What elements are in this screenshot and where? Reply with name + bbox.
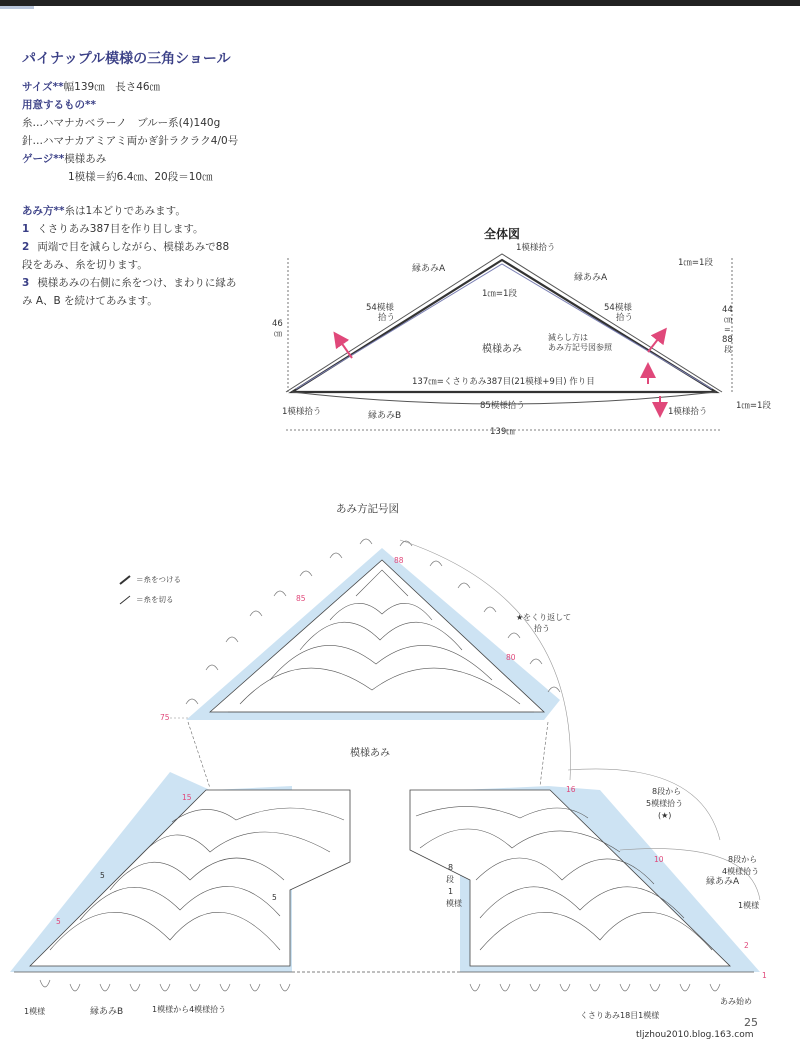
bottom-right-pattern-area: [410, 790, 730, 966]
pick-left-1: 54模様: [366, 303, 394, 313]
height-right-rows: 88: [722, 335, 733, 345]
shawl-triangle: [292, 260, 716, 392]
v-label-moyou: 模様: [446, 899, 462, 908]
chart-pattern-label: 模様あみ: [350, 748, 390, 759]
edge-b-label: 縁あみB: [368, 411, 402, 421]
width-label: 139㎝: [490, 427, 515, 437]
materials-label: 用意するもの**: [22, 99, 96, 111]
method-label: あみ方**: [22, 205, 65, 217]
step-2-cont: 段をあみ、糸を切ります。: [22, 259, 148, 271]
gap-right-guide: [540, 722, 548, 786]
height-left-unit: ㎝: [274, 329, 282, 338]
one-row-right-bottom: 1㎝=1段: [736, 401, 771, 411]
row-five-mark: 5: [272, 893, 277, 902]
v-label-dan: 段: [446, 875, 454, 884]
size-value: 幅139㎝ 長さ46㎝: [63, 81, 161, 93]
decrease-note-1: 減らし方は: [548, 333, 588, 342]
legend-attach: ＝糸をつける: [136, 575, 181, 584]
chart-edge-b: 縁あみB: [90, 1007, 124, 1017]
legend-cut: ＝糸を切る: [136, 595, 174, 604]
note-8rows-b1: 8段から: [728, 855, 758, 864]
step-3-cont: み A、B を続けてあみます。: [22, 295, 158, 307]
top-pickup-label: 1模様拾う: [516, 243, 556, 253]
height-right: 44: [722, 305, 733, 315]
shawl-inner-line: [296, 264, 712, 389]
pick-left-2: 拾う: [378, 313, 396, 323]
note-8rows-2: 5模様拾う: [646, 799, 684, 808]
pick-right-2: 拾う: [616, 313, 634, 323]
decrease-note-2: あみ方記号図参照: [548, 343, 612, 352]
gauge-label: ゲージ**: [22, 153, 65, 165]
top-pattern-area: [210, 560, 544, 712]
row-80: 80: [506, 653, 516, 662]
chart-edge-a: 縁あみA: [706, 877, 740, 887]
yarn-line: 糸…ハマナカベラーノ ブルー系(4)140g: [22, 117, 221, 129]
one-row-right-top: 1㎝=1段: [678, 258, 713, 268]
row-85: 85: [296, 594, 306, 603]
step-1: 1 くさりあみ387目を作り目します。: [22, 223, 204, 235]
row-16: 16: [566, 785, 576, 794]
height-left: 46: [272, 319, 283, 329]
chart-title: あみ方記号図: [336, 503, 399, 515]
bottom-left-pattern-area: [30, 790, 350, 966]
note-repeat-2: 拾う: [534, 624, 550, 633]
height-right-eq: =: [724, 325, 731, 334]
pick-1-to-4: 1模様から4模様拾う: [152, 1005, 227, 1014]
row-5-right: 5: [100, 871, 105, 880]
edge-a-left: 縁あみA: [412, 264, 446, 274]
row-75: 75: [160, 713, 170, 722]
start-label: あみ始め: [720, 997, 752, 1006]
pattern-label: 模様あみ: [482, 344, 522, 355]
row-2: 2: [744, 941, 749, 950]
one-pattern-right: 1模様: [738, 901, 760, 910]
one-pattern-left: 1模様: [24, 1007, 46, 1016]
edging-b-picots: [40, 980, 720, 991]
one-row-top: 1㎝=1段: [482, 289, 517, 299]
arrow-left-edge: [338, 338, 352, 358]
needle-line: 針…ハマナカアミアミ両かぎ針ラクラク4/0号: [22, 135, 239, 147]
gauge-value: 模様あみ: [64, 153, 107, 165]
symbol-chart: [0, 460, 800, 1020]
gauge-detail: 1模様＝約6.4㎝、20段＝10㎝: [68, 171, 213, 183]
gap-left-guide: [188, 722, 210, 788]
arrow-right-edge: [648, 334, 662, 352]
row-5-left: 5: [56, 917, 61, 926]
v-label-1: 1: [448, 887, 454, 896]
row-10: 10: [654, 855, 664, 864]
chain-label: 137㎝=くさりあみ387目(21模様+9目) 作り目: [412, 377, 595, 387]
method-intro: 糸は1本どりであみます。: [64, 205, 186, 217]
edge-a-right: 縁あみA: [574, 273, 608, 283]
row-88: 88: [394, 556, 404, 565]
height-right-rows-unit: 段: [724, 345, 732, 354]
note-8rows-1: 8段から: [652, 787, 682, 796]
v-label-8: 8: [448, 863, 454, 872]
note-repeat-1: ★をくり返して: [516, 613, 572, 622]
step-2: 2 両端で目を減らしながら、模様あみで88: [22, 241, 230, 253]
row-15: 15: [182, 793, 192, 802]
pick-left-corner: 1模様拾う: [282, 407, 322, 417]
page-title: パイナップル模様の三角ショール: [22, 51, 231, 67]
pick-right-corner: 1模様拾う: [668, 407, 708, 417]
note-8rows-3: (★): [658, 811, 672, 820]
cut-yarn-icon: [120, 596, 130, 604]
attach-yarn-icon: [120, 576, 130, 584]
bottom-pickup: 85模様拾う: [480, 401, 525, 411]
size-label: サイズ**: [22, 81, 64, 93]
footer-watermark: tljzhou2010.blog.163.com: [636, 1030, 754, 1040]
overview-diagram: [0, 0, 800, 460]
height-right-unit: ㎝: [724, 315, 732, 324]
page-number: 25: [744, 1016, 758, 1029]
edging-outline: [286, 254, 722, 392]
pick-right-1: 54模様: [604, 303, 632, 313]
step-3: 3 模様あみの右側に糸をつけ、まわりに縁あ: [22, 277, 237, 289]
chain-18: くさりあみ18目1模様: [580, 1011, 660, 1020]
note-8rows-b2: 4模様拾う: [722, 867, 760, 876]
overview-title: 全体図: [484, 227, 521, 241]
row-1: 1: [762, 971, 767, 980]
